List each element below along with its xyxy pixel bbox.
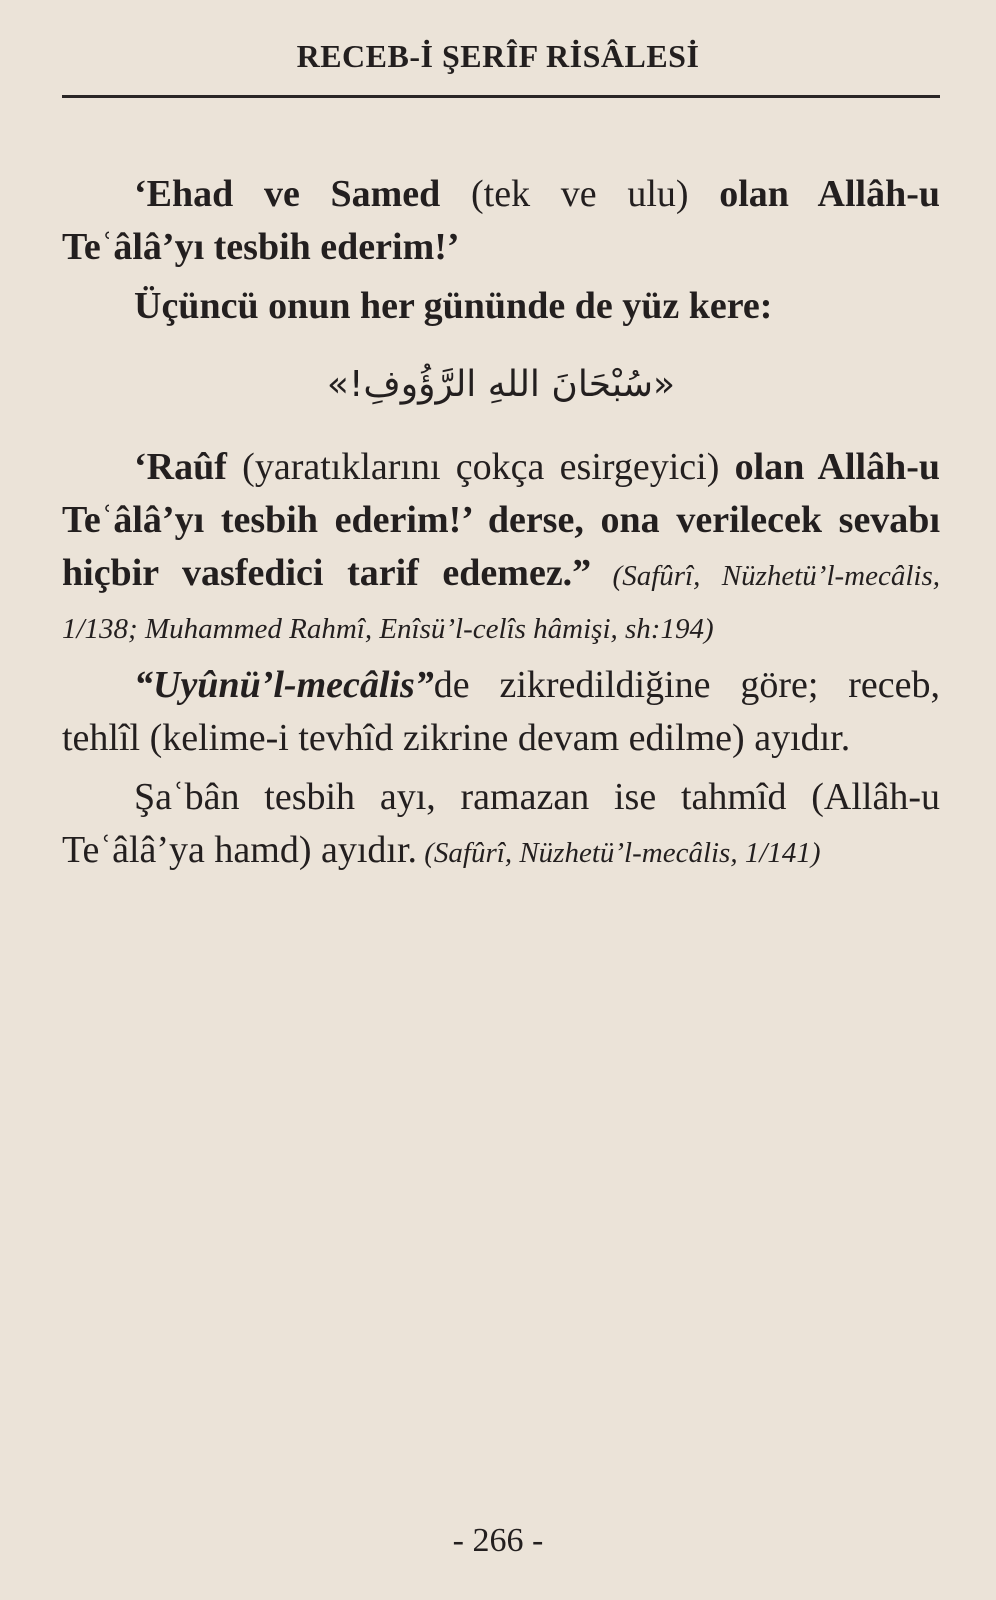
paragraph-uyunu <box>62 659 940 765</box>
rauf-gloss: (yaratıklarını çokça esirgeyici) <box>226 446 735 488</box>
rauf-sentence: olan Allâh-u Teʿâlâ’yı tesbih ederim!’ derse, ona verilecek sevabı hiçbir vasfedici tarif edemez.” <box>62 446 940 594</box>
arabic-tesbih-phrase: «سُبْحَانَ اللهِ الرَّؤُوفِ!» <box>326 364 676 405</box>
ehad-gloss: (tek ve ulu) <box>440 173 720 215</box>
rauf-word: ‘Raûf <box>134 446 227 488</box>
reference-citation-2: (Safûrî, Nüzhetü’l-mecâlis, 1/141) <box>417 837 821 869</box>
ehad-samed-phrase: ‘Ehad ve Samed <box>134 173 441 215</box>
paragraph-saban <box>62 771 940 877</box>
ehad-tesbih-phrase: olan Allâh-u Teʿâlâ’yı tesbih ederim!’ <box>62 173 941 268</box>
paragraph-rauf <box>62 441 940 653</box>
paragraph-third-day: Üçüncü onun her gününde de yüz kere: <box>134 285 773 327</box>
paragraph-ehad <box>62 168 940 274</box>
saban-text: Şaʿbân tesbih ayı, ramazan ise tahmîd (Allâh-u Teʿâlâ’ya hamd) ayıdır. <box>62 776 940 871</box>
body-text <box>62 168 940 877</box>
running-header: RECEB-İ ŞERÎF RİSÂLESİ <box>296 38 700 74</box>
uyunu-text: de zikredildiğine göre; receb, tehlîl (kelime-i tevhîd zikrine devam edilme) ayıdır. <box>62 664 940 759</box>
header-rule <box>62 95 940 98</box>
page-number: - 266 - <box>452 1522 544 1559</box>
book-title-uyunu: “Uyûnü’l-mecâlis” <box>134 664 434 706</box>
reference-citation-1: (Safûrî, Nüzhetü’l-mecâlis, 1/138; Muhammed Rahmî, Enîsü’l-celîs hâmişi, sh:194) <box>62 560 940 645</box>
